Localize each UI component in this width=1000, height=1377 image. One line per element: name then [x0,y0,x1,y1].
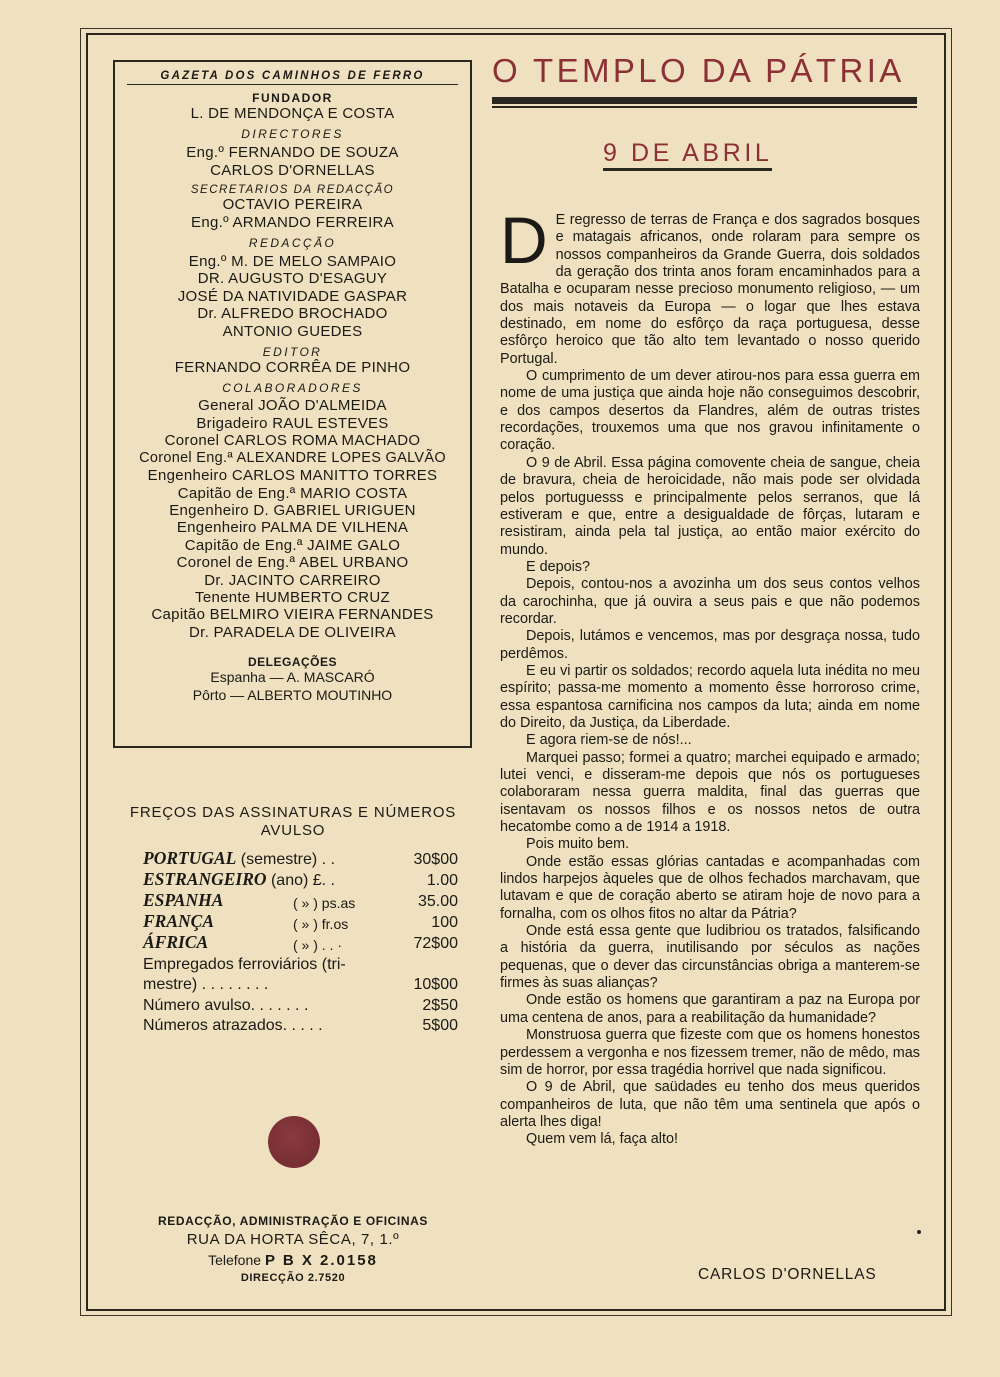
price-row [143,932,458,953]
price-row [143,890,458,911]
delegations-label: DELEGAÇÕES [247,655,337,670]
editorial-name: Eng.º M. DE MELO SAMPAIO [188,253,397,271]
article-subheadline: 9 DE ABRIL [603,138,772,171]
address-block [118,1214,468,1284]
price-value: 30$00 [413,851,458,868]
street-address: RUA DA HORTA SÊCA, 7, 1.º [186,1231,400,1248]
ink-dot [917,1230,921,1234]
region-name: ÁFRICA [143,932,209,952]
region-name: FRANÇA [143,911,214,931]
prices-heading: FREÇOS DAS ASSINATURAS E NÚMEROS AVULSO [129,804,457,839]
headline-rule-thin [492,106,917,108]
article-headline: O TEMPLO DA PÁTRIA [492,52,905,89]
collaborators-label: COLABORADORES [222,381,363,396]
price-unit: ( » ) fr.os [293,916,349,932]
article-paragraph: O cumprimento de um dever atirou-nos para essa guerra em nome de uma justiça que ainda hoje não conseguimos descobrir, e dos campos desertos da Flandres, além de outras tristes recordações, trouxemos uma que nos gravou infinitamente o coração. [500,368,920,454]
price-row [143,848,458,869]
founder-label: FUNDADOR [252,91,333,105]
price-value: 100 [431,914,458,931]
price-value: 10$00 [413,976,458,993]
first-paragraph-text: E regresso de terras de França e dos sagrados bosques e matagais africanos, onde rolaram para sempre os nossos companheiros da Grande Guerra, dois soldados da geração dos trinta anos foram encaminhados para a Batalha e ocuparam nesse precioso monumento religioso, — um dos mais notaveis da Europa — o logar que lhes estava destinado, em nome do esfôrço da raça portuguesa, desse esfôrço heroico que tão alto tem levantado o nosso querido Portugal. [500,212,920,367]
editorial-name: JOSÉ DA NATIVIDADE GASPAR [177,287,408,305]
phone-label: Telefone [208,1252,262,1268]
article-paragraph: E depois? [526,558,591,575]
article-paragraph: Depois, contou-nos a avozinha um dos seus contos velhos da carochinha, que já ouvira a seus pais e que não podemos recordar. [500,576,920,627]
article-paragraph: Onde está essa gente que ludibriou os tratados, falsificando a história da guerra, inutilisando por séculos as nações pequenas, que o dever das circunstâncias obriga a manterem-se firmes às suas alianças? [500,923,920,992]
collaborator-name: Engenheiro CARLOS MANITTO TORRES [147,467,438,485]
prices-table [143,848,458,1035]
collaborator-name: Dr. JACINTO CARREIRO [204,571,381,589]
editor-name: FERNANDO CORRÊA DE PINHO [174,359,411,377]
editorial-name: DR. AUGUSTO D'ESAGUY [197,270,388,288]
director-name: CARLOS D'ORNELLAS [210,161,375,179]
collaborator-name: Coronel Eng.ª ALEXANDRE LOPES GALVÃO [139,449,446,466]
region-suffix: (ano) £. . [266,872,335,889]
secretary-name: Eng.º ARMANDO FERREIRA [191,213,394,231]
delegation-entry: Pôrto — ALBERTO MOUTINHO [192,686,393,703]
masthead-box [113,60,472,748]
employees-label: Empregados ferroviários (tri- [143,955,346,973]
article-paragraph: Depois, lutámos e vencemos, mas por desgraça nossa, tudo perdêmos. [500,628,920,662]
secretary-name: OCTAVIO PEREIRA [222,196,363,214]
article-paragraph: E eu vi partir os soldados; recordo aquela luta inédita no meu espírito; passa-me momento a momento êsse horroroso crime, essa espantosa carnificina nos campos da luta; ainda em nome do Direito, da Justiça, da Liberdade. [500,662,920,731]
article-paragraph: O 9 de Abril. Essa página comovente cheia de sangue, cheia de bravura, cheia de heroicidade, não mais pode ser olvidada pelos portuguesss e principalmente pelos serranos, que lá estiveram e que, entre a desigualdade de fôrças, lutaram e resistiram, ainda pela tal justiça, ao então maior exército do mundo. [500,454,920,558]
delegation-entry: Espanha — A. MASCARÓ [210,669,375,686]
collaborator-name: Coronel de Eng.ª ABEL URBANO [176,554,409,572]
collaborator-name: Capitão BELMIRO VIEIRA FERNANDES [151,606,434,624]
article-paragraph: E agora riem-se de nós!... [526,732,692,749]
collaborator-name: Engenheiro PALMA DE VILHENA [176,519,409,537]
editor-label: EDITOR [262,345,323,360]
article-paragraph: Pois muito bem. [526,836,630,853]
article-paragraph [500,203,920,368]
price-value: 35.00 [417,893,458,910]
founder-name: L. DE MENDONÇA E COSTA [190,105,395,122]
phone-line [118,1252,468,1269]
collaborator-name: Capitão de Eng.ª MARIO COSTA [177,484,408,502]
directors-label: DIRECTORES [241,127,344,142]
editorial-name: ANTONIO GUEDES [222,322,363,340]
gazette-title: GAZETA DOS CAMINHOS DE FERRO [127,70,458,85]
price-label [143,911,293,932]
region-suffix: (semestre) . . [236,851,336,868]
price-value: 1.00 [426,872,458,889]
price-row [143,994,458,1015]
article-paragraph: Marquei passo; formei a quatro; marchei equipado e armado; lutei venci, e disseram-me depois que nós os portugueses colaboraram nessa guerra maldita, final das guerras que isentavam os nossos filhos e os nossos netos de outra hecatombe como a de 1914 a 1918. [500,749,920,836]
article-paragraph: Onde estão os homens que garantiram a paz na Europa por uma centena de anos, para a reabilitação da humanidade? [500,992,920,1026]
article-body [500,203,920,1149]
article-paragraph: O 9 de Abril, que saüdades eu tenho dos meus queridos companheiros de luta, que não têm uma sentinela que após o alerta lhes diga! [500,1079,920,1130]
single-issue-label: Número avulso. . . . . . . [143,996,309,1014]
price-label [143,848,413,869]
employees-label-cont: mestre) . . . . . . . . [143,976,269,993]
price-value: 5$00 [422,1017,458,1034]
article-paragraph: Quem vem lá, faça alto! [526,1131,678,1148]
red-seal-stamp [268,1116,320,1168]
article-paragraph: Monstruosa guerra que fizeste com que os homens honestos perdessem a vergonha e nos fizessem tremer, não de mêdo, mas sim de horror, por essa tragédia horrivel que nada significou. [500,1027,920,1078]
phone-number: P B X 2.0158 [264,1252,378,1269]
price-unit: ( » ) . . · [293,937,342,953]
price-row [143,974,458,995]
price-label [143,890,293,911]
price-label [143,932,293,953]
director-name: Eng.º FERNANDO DE SOUZA [186,144,399,162]
price-value: 72$00 [413,935,458,952]
drop-cap: D [500,203,548,277]
region-name: PORTUGAL [143,848,237,868]
collaborator-name: Engenheiro D. GABRIEL URIGUEN [169,501,416,519]
back-issues-label: Números atrazados. . . . . [143,1017,323,1034]
secretaries-label: SECRETARIOS DA REDACÇÃO [190,184,395,197]
headline-rule-thick [492,97,917,104]
article-paragraph: Onde estão essas glórias cantadas e acompanhadas com lindos harpejos àqueles que de olhos fechados marchavam, que lutavam e que de coração aberto se atiram hoje de novo para a fornalha, com os olhos fitos no altar da Pátria? [500,853,920,922]
price-value: 2$50 [422,996,458,1014]
collaborator-name: Brigadeiro RAUL ESTEVES [196,414,389,432]
collaborator-name: General JOÃO D'ALMEIDA [198,397,387,415]
subscription-prices [118,804,468,1035]
collaborator-name: Dr. PARADELA DE OLIVEIRA [189,623,396,641]
price-row [143,953,458,974]
address-heading: REDACÇÃO, ADMINISTRAÇÃO E OFICINAS [158,1214,428,1228]
editorial-name: Dr. ALFREDO BROCHADO [197,305,388,323]
direction-line: DIRECÇÃO 2.7520 [240,1272,346,1284]
collaborator-name: Capitão de Eng.ª JAIME GALO [184,536,401,554]
price-row [143,911,458,932]
price-label [143,869,413,890]
article-signature: CARLOS D'ORNELLAS [698,1266,877,1283]
price-row [143,1015,458,1036]
editorial-label: REDACÇÃO [248,236,337,251]
price-unit: ( » ) ps.as [293,895,356,911]
collaborator-name: Tenente HUMBERTO CRUZ [195,588,390,606]
price-row [143,869,458,890]
region-name: ESTRANGEIRO [143,869,267,889]
region-name: ESPANHA [143,890,224,910]
collaborator-name: Coronel CARLOS ROMA MACHADO [164,432,421,450]
